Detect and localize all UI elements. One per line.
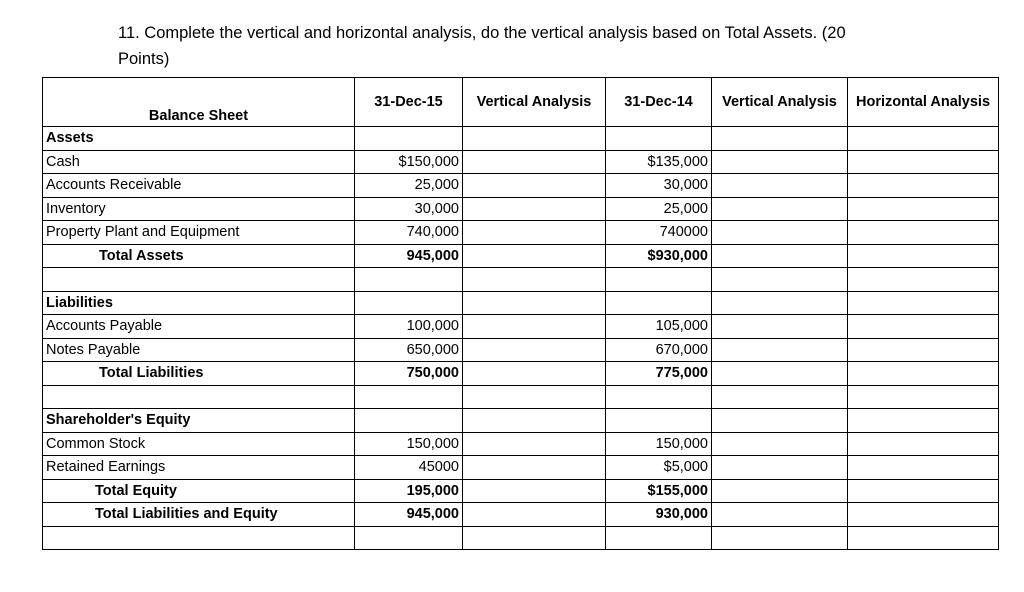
vertical-analysis-2014-cell[interactable] [712,244,848,268]
empty-cell[interactable] [712,409,848,433]
question-line-1: 11. Complete the vertical and horizontal analysis, do the vertical analysis based on Total Assets. (20 [118,24,846,42]
vertical-analysis-2015-cell[interactable] [463,244,606,268]
total-row [43,479,999,503]
empty-cell[interactable] [606,268,712,292]
row-label: Accounts Payable [43,315,355,339]
vertical-analysis-2014-cell[interactable] [712,221,848,245]
horizontal-analysis-cell[interactable] [848,362,999,386]
value-2015: 25,000 [355,174,463,198]
horizontal-analysis-cell[interactable] [848,197,999,221]
horizontal-analysis-header: Horizontal Analysis [848,78,999,127]
value-2015: 30,000 [355,197,463,221]
empty-cell[interactable] [848,385,999,409]
date-2015-header: 31-Dec-15 [355,78,463,127]
empty-cell[interactable] [848,409,999,433]
total-row [43,503,999,527]
row-label: Accounts Receivable [43,174,355,198]
empty-cell [43,385,355,409]
table-row [43,174,999,198]
date-2014-header: 31-Dec-14 [606,78,712,127]
header-row [43,78,999,127]
table-row [43,150,999,174]
row-label: Property Plant and Equipment [43,221,355,245]
total-liabilities-equity-2014: 930,000 [606,503,712,527]
vertical-analysis-2014-cell[interactable] [712,338,848,362]
empty-cell[interactable] [463,526,606,550]
value-2014: 150,000 [606,432,712,456]
empty-cell[interactable] [606,127,712,151]
total-assets-label: Total Assets [43,244,355,268]
value-2015: 100,000 [355,315,463,339]
horizontal-analysis-cell[interactable] [848,503,999,527]
empty-cell[interactable] [463,268,606,292]
vertical-analysis-2015-cell[interactable] [463,315,606,339]
empty-cell[interactable] [848,291,999,315]
vertical-analysis-2014-cell[interactable] [712,432,848,456]
table-row [43,197,999,221]
empty-cell [43,526,355,550]
table-row [43,127,999,151]
empty-cell[interactable] [848,127,999,151]
empty-cell[interactable] [712,291,848,315]
horizontal-analysis-cell[interactable] [848,338,999,362]
vertical-analysis-2014-cell[interactable] [712,479,848,503]
value-2015: $150,000 [355,150,463,174]
value-2014: 30,000 [606,174,712,198]
empty-cell[interactable] [712,127,848,151]
empty-cell[interactable] [463,409,606,433]
table-row [43,315,999,339]
value-2015: 650,000 [355,338,463,362]
total-equity-2015: 195,000 [355,479,463,503]
value-2014: $135,000 [606,150,712,174]
total-equity-2014: $155,000 [606,479,712,503]
horizontal-analysis-cell[interactable] [848,456,999,480]
total-liabilities-2014: 775,000 [606,362,712,386]
vertical-analysis-2014-cell[interactable] [712,315,848,339]
table-row [43,291,999,315]
vertical-analysis-2014-cell[interactable] [712,174,848,198]
value-2014: 25,000 [606,197,712,221]
vertical-analysis-2015-header: Vertical Analysis [463,78,606,127]
vertical-analysis-2014-cell[interactable] [712,150,848,174]
vertical-analysis-2015-cell[interactable] [463,221,606,245]
empty-cell [43,268,355,292]
total-assets-2014: $930,000 [606,244,712,268]
total-liabilities-label: Total Liabilities [43,362,355,386]
vertical-analysis-2015-cell[interactable] [463,479,606,503]
vertical-analysis-2015-cell[interactable] [463,362,606,386]
spacer-row [43,526,999,550]
total-liabilities-2015: 750,000 [355,362,463,386]
vertical-analysis-2015-cell[interactable] [463,174,606,198]
empty-cell[interactable] [606,409,712,433]
vertical-analysis-2014-cell[interactable] [712,197,848,221]
empty-cell[interactable] [848,526,999,550]
horizontal-analysis-cell[interactable] [848,315,999,339]
vertical-analysis-2014-cell[interactable] [712,362,848,386]
vertical-analysis-2015-cell[interactable] [463,432,606,456]
empty-cell[interactable] [355,291,463,315]
question-text [118,20,918,72]
table-row [43,456,999,480]
table-row [43,338,999,362]
row-label: Cash [43,150,355,174]
assets-section-title: Assets [43,127,355,151]
total-liabilities-equity-label: Total Liabilities and Equity [43,503,355,527]
value-2015: 45000 [355,456,463,480]
question-line-2: Points) [118,50,170,68]
empty-cell[interactable] [355,127,463,151]
equity-section-title: Shareholder's Equity [43,409,355,433]
vertical-analysis-2015-cell[interactable] [463,456,606,480]
empty-cell[interactable] [606,291,712,315]
horizontal-analysis-cell[interactable] [848,479,999,503]
horizontal-analysis-cell[interactable] [848,432,999,456]
empty-cell[interactable] [606,385,712,409]
row-label: Notes Payable [43,338,355,362]
empty-cell[interactable] [606,526,712,550]
vertical-analysis-2015-cell[interactable] [463,197,606,221]
vertical-analysis-2015-cell[interactable] [463,150,606,174]
empty-cell[interactable] [463,291,606,315]
total-assets-2015: 945,000 [355,244,463,268]
value-2015: 150,000 [355,432,463,456]
empty-cell[interactable] [463,385,606,409]
horizontal-analysis-cell[interactable] [848,174,999,198]
value-2015: 740,000 [355,221,463,245]
total-liabilities-equity-2015: 945,000 [355,503,463,527]
balance-sheet-table [42,77,999,550]
value-2014: $5,000 [606,456,712,480]
total-row [43,244,999,268]
vertical-analysis-2014-cell[interactable] [712,456,848,480]
row-label: Common Stock [43,432,355,456]
spacer-row [43,385,999,409]
vertical-analysis-2015-cell[interactable] [463,338,606,362]
vertical-analysis-2015-cell[interactable] [463,503,606,527]
horizontal-analysis-cell[interactable] [848,150,999,174]
vertical-analysis-2014-cell[interactable] [712,503,848,527]
empty-cell[interactable] [355,385,463,409]
balance-sheet-header: Balance Sheet [43,78,355,127]
empty-cell[interactable] [355,526,463,550]
total-equity-label: Total Equity [43,479,355,503]
liabilities-section-title: Liabilities [43,291,355,315]
value-2014: 670,000 [606,338,712,362]
empty-cell[interactable] [848,268,999,292]
empty-cell[interactable] [712,385,848,409]
horizontal-analysis-cell[interactable] [848,221,999,245]
value-2014: 105,000 [606,315,712,339]
empty-cell[interactable] [463,127,606,151]
value-2014: 740000 [606,221,712,245]
horizontal-analysis-cell[interactable] [848,244,999,268]
spacer-row [43,268,999,292]
table-row [43,221,999,245]
table-row [43,432,999,456]
table-row [43,409,999,433]
empty-cell[interactable] [712,268,848,292]
vertical-analysis-2014-header: Vertical Analysis [712,78,848,127]
empty-cell[interactable] [355,268,463,292]
empty-cell[interactable] [355,409,463,433]
row-label: Retained Earnings [43,456,355,480]
empty-cell[interactable] [712,526,848,550]
row-label: Inventory [43,197,355,221]
total-row [43,362,999,386]
